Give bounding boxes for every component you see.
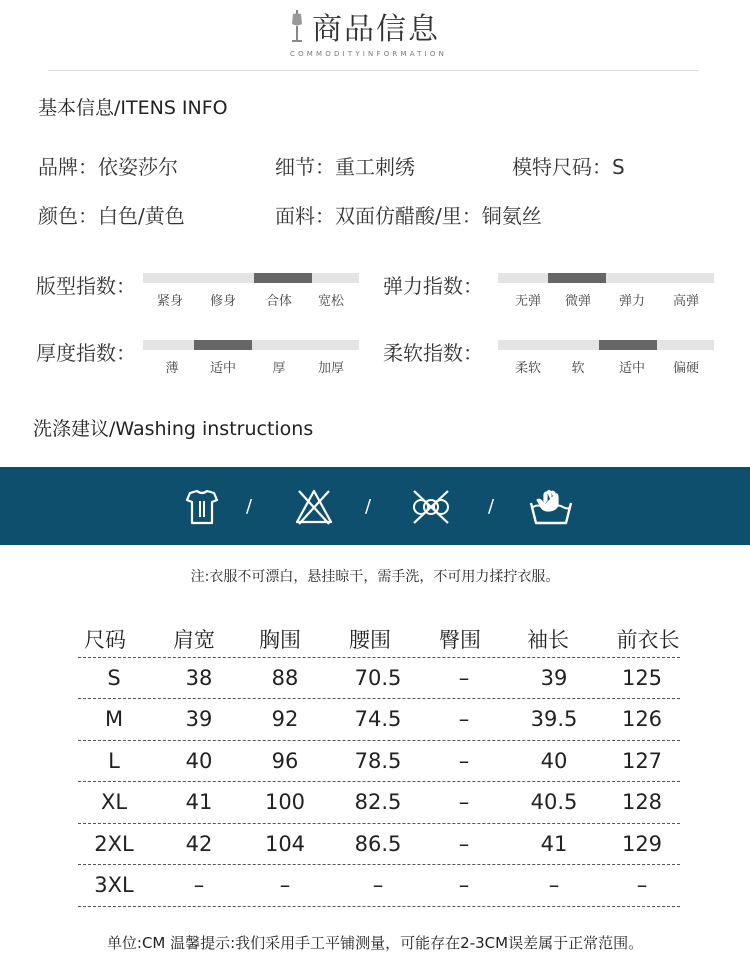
table-cell: 38 — [185, 665, 213, 690]
table-cell: 126 — [621, 707, 663, 731]
index-tick: 修身 — [209, 294, 236, 309]
table-cell: 88 — [271, 665, 299, 690]
separator: / — [365, 496, 372, 517]
index-tick: 适中 — [618, 361, 645, 376]
table-cell: 42 — [185, 831, 213, 856]
index-bar — [498, 340, 714, 350]
index-active-segment — [548, 273, 606, 283]
index-tick: 软 — [571, 361, 585, 376]
table-header-cell: 肩宽 — [173, 628, 215, 652]
detail-field: 细节：重工刺绣 — [275, 155, 415, 179]
mannequin-icon — [290, 10, 304, 44]
table-cell: – — [458, 707, 470, 731]
table-cell: M — [104, 707, 124, 731]
table-cell: 41 — [540, 831, 568, 856]
page-subtitle: COMMODITYINFORMATION — [290, 50, 448, 58]
table-cell: – — [279, 873, 291, 897]
row-divider — [78, 906, 680, 907]
table-header-cell: 袖长 — [527, 628, 569, 652]
index-tick: 高弹 — [672, 294, 699, 309]
table-header-cell: 胸围 — [259, 628, 301, 652]
table-row — [78, 824, 680, 866]
table-cell: – — [458, 665, 470, 690]
table-cell: 96 — [271, 748, 299, 773]
table-cell: – — [636, 873, 648, 897]
washing-note: 注:衣服不可漂白，悬挂晾干，需手洗，不可用力揉拧衣服。 — [190, 569, 560, 585]
index-tick: 偏硬 — [672, 361, 699, 376]
table-cell: 40 — [185, 748, 213, 773]
index-tick: 无弹 — [514, 294, 541, 309]
table-row — [78, 782, 680, 824]
fabric-field: 面料：双面仿醋酸/里：铜氨丝 — [275, 204, 542, 228]
table-cell: – — [458, 748, 470, 773]
table-cell: 39 — [185, 707, 213, 731]
index-label: 弹力指数： — [383, 274, 483, 298]
table-cell: L — [108, 748, 120, 773]
table-cell: 92 — [271, 707, 299, 731]
table-header-cell: 尺码 — [84, 628, 126, 652]
index-tick: 合体 — [265, 294, 292, 309]
table-cell: 125 — [621, 665, 663, 690]
index-tick: 加厚 — [317, 361, 344, 376]
table-cell: – — [548, 873, 560, 897]
table-cell: 74.5 — [354, 707, 402, 731]
header — [0, 0, 750, 68]
index-tick: 紧身 — [156, 294, 183, 309]
table-header-cell: 前衣长 — [616, 628, 680, 652]
table-cell: 70.5 — [354, 665, 402, 690]
color-field: 颜色：白色/黄色 — [38, 204, 185, 228]
table-cell: XL — [100, 790, 128, 814]
table-header-cell: 腰围 — [349, 628, 391, 652]
table-cell: 82.5 — [354, 790, 402, 814]
index-tick: 薄 — [165, 361, 179, 376]
table-cell: 128 — [621, 790, 663, 814]
table-cell: – — [458, 790, 470, 814]
table-cell: – — [193, 873, 205, 897]
table-cell: – — [458, 873, 470, 897]
washing-title: 洗涤建议/Washing instructions — [33, 418, 314, 440]
page-title: 商品信息 — [312, 12, 440, 47]
table-cell: 129 — [621, 831, 663, 856]
index-bar — [498, 273, 714, 283]
index-tick: 厚 — [272, 361, 286, 376]
washing-band — [0, 467, 750, 545]
index-bar — [143, 273, 359, 283]
index-tick: 微弹 — [564, 294, 591, 309]
index-label: 厚度指数： — [36, 341, 136, 365]
no-tumble-dry-icon — [410, 487, 452, 527]
table-cell: 100 — [264, 790, 306, 814]
table-row — [78, 741, 680, 783]
table-cell: S — [107, 665, 121, 690]
table-cell: 2XL — [94, 831, 134, 856]
footer-note: 单位:CM 温馨提示:我们采用手工平铺测量，可能存在2-3CM误差属于正常范围。 — [106, 934, 644, 952]
table-cell: 3XL — [94, 873, 134, 897]
index-tick: 宽松 — [317, 294, 344, 309]
no-bleach-icon — [294, 487, 334, 527]
index-active-segment — [254, 273, 312, 283]
index-active-segment — [599, 340, 657, 350]
index-tick: 柔软 — [514, 361, 541, 376]
index-label: 版型指数： — [36, 274, 136, 298]
table-header-row — [78, 616, 680, 658]
index-active-segment — [194, 340, 252, 350]
hand-wash-icon — [528, 487, 574, 527]
brand-field: 品牌：依姿莎尔 — [38, 155, 178, 179]
table-cell: 39 — [540, 665, 568, 690]
index-bar — [143, 340, 359, 350]
table-header-cell: 臀围 — [439, 628, 481, 652]
index-tick: 弹力 — [618, 294, 645, 309]
table-cell: 86.5 — [354, 831, 402, 856]
separator: / — [246, 496, 253, 517]
table-cell: 127 — [621, 748, 663, 773]
basic-info-title: 基本信息/ITENS INFO — [38, 97, 228, 119]
table-cell: – — [458, 831, 470, 856]
separator: / — [488, 496, 495, 517]
table-row — [78, 865, 680, 907]
table-cell: 40 — [540, 748, 568, 773]
header-divider — [48, 70, 698, 71]
table-cell: 78.5 — [354, 748, 402, 773]
hang-dry-icon — [182, 487, 222, 527]
size-table — [78, 616, 680, 907]
model-size-field: 模特尺码：S — [512, 155, 625, 179]
table-row — [78, 658, 680, 700]
index-tick: 适中 — [209, 361, 236, 376]
table-cell: – — [372, 873, 384, 897]
table-cell: 104 — [264, 831, 306, 856]
table-cell: 41 — [185, 790, 213, 814]
table-row — [78, 699, 680, 741]
index-label: 柔软指数： — [383, 341, 483, 365]
table-cell: 40.5 — [530, 790, 578, 814]
table-cell: 39.5 — [530, 707, 578, 731]
